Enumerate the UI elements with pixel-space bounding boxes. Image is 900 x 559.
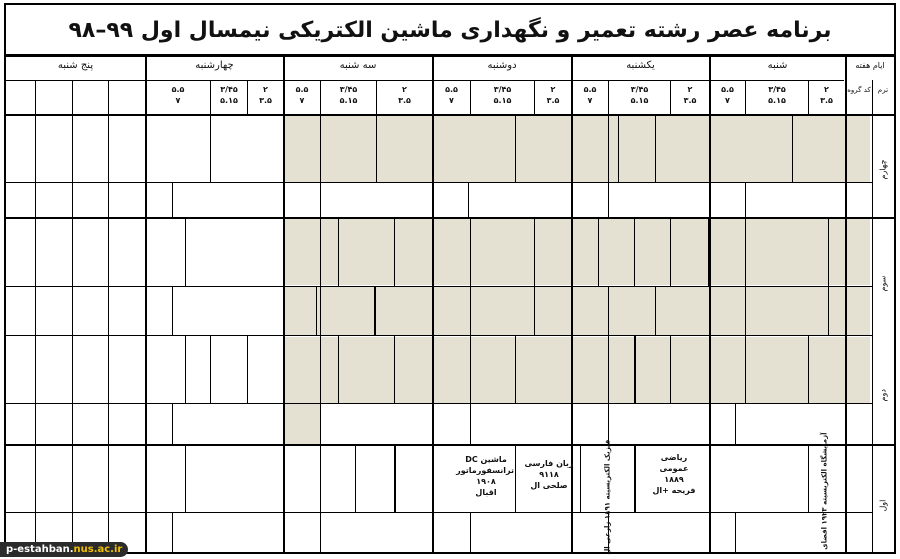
- course-sat-lab: آزمایشگاه الکتریسیته ۱۹۲۳ افضای: [820, 432, 829, 550]
- time-slot: ۳/۴۵ ۵.۱۵: [768, 85, 786, 105]
- course-sun-math: ریاضی عمومی ۱۸۸۹ فریحه +ال: [652, 453, 696, 495]
- time-slot: ۳/۴۵ ۵.۱۵: [339, 85, 358, 105]
- course-mon-persian: زبان فارسی ۹۱۱۸ صلحی ال: [524, 459, 574, 490]
- course-sun-physics: فیزیک الکتریسیته ۱۸۹۱ زارعی ال: [603, 439, 612, 555]
- shaded-term3-row1: [284, 219, 870, 285]
- term-label-4: چهارم: [878, 159, 888, 180]
- shaded-term3-row2: [284, 287, 870, 335]
- time-slot: ۲ ۳.۵: [820, 85, 833, 105]
- time-slot: ۵.۵ ۷: [295, 85, 309, 105]
- time-slot: ۳/۴۵ ۵.۱۵: [630, 85, 649, 105]
- course-mon-dc-machine: ماشین DC ترانسفورماتور ۱۹۰۸ اقبال: [456, 455, 514, 497]
- day-header-saturday: شنبه: [767, 60, 788, 71]
- time-slot: ۲ ۳.۵: [259, 85, 272, 105]
- page-title: برنامه عصر رشته تعمیر و نگهداری ماشین الکتریکی نیمسال اول ۹۹–۹۸: [6, 5, 894, 57]
- site-watermark: p-estahban.nus.ac.ir: [0, 542, 128, 557]
- time-slot: ۵.۵ ۷: [171, 85, 185, 105]
- shaded-term4-row1: [284, 116, 870, 182]
- time-slot: ۵.۵ ۷: [445, 85, 458, 105]
- day-header-thursday: پنج شنبه: [57, 60, 94, 71]
- days-label: ایام هفته: [855, 61, 885, 70]
- time-slot: ۲ ۳.۵: [683, 85, 697, 105]
- time-slot: ۵.۵ ۷: [583, 85, 597, 105]
- term-label-2: دوم: [878, 389, 888, 402]
- term-label-3: سوم: [878, 275, 888, 292]
- time-slot: ۵.۵ ۷: [721, 85, 734, 105]
- day-header-wednesday: چهارشنبه: [195, 60, 234, 71]
- day-header-monday: دوشنبه: [487, 60, 517, 71]
- time-slot: ۲ ۳.۵: [398, 85, 411, 105]
- day-header-sunday: یکشنبه: [626, 60, 655, 71]
- group-label: کد گروه: [847, 86, 871, 94]
- time-slot: ۳/۴۵ ۵.۱۵: [220, 85, 238, 105]
- time-slot: ۳/۴۵ ۵.۱۵: [493, 85, 512, 105]
- term-label-1: اول: [878, 499, 888, 512]
- shaded-term2-row1: [284, 337, 870, 403]
- time-slot: ۲ ۳.۵: [546, 85, 560, 105]
- day-header-tuesday: سه شنبه: [339, 60, 377, 71]
- term-label: ترم: [877, 86, 889, 94]
- shaded-term2-row2-cell: [284, 404, 320, 444]
